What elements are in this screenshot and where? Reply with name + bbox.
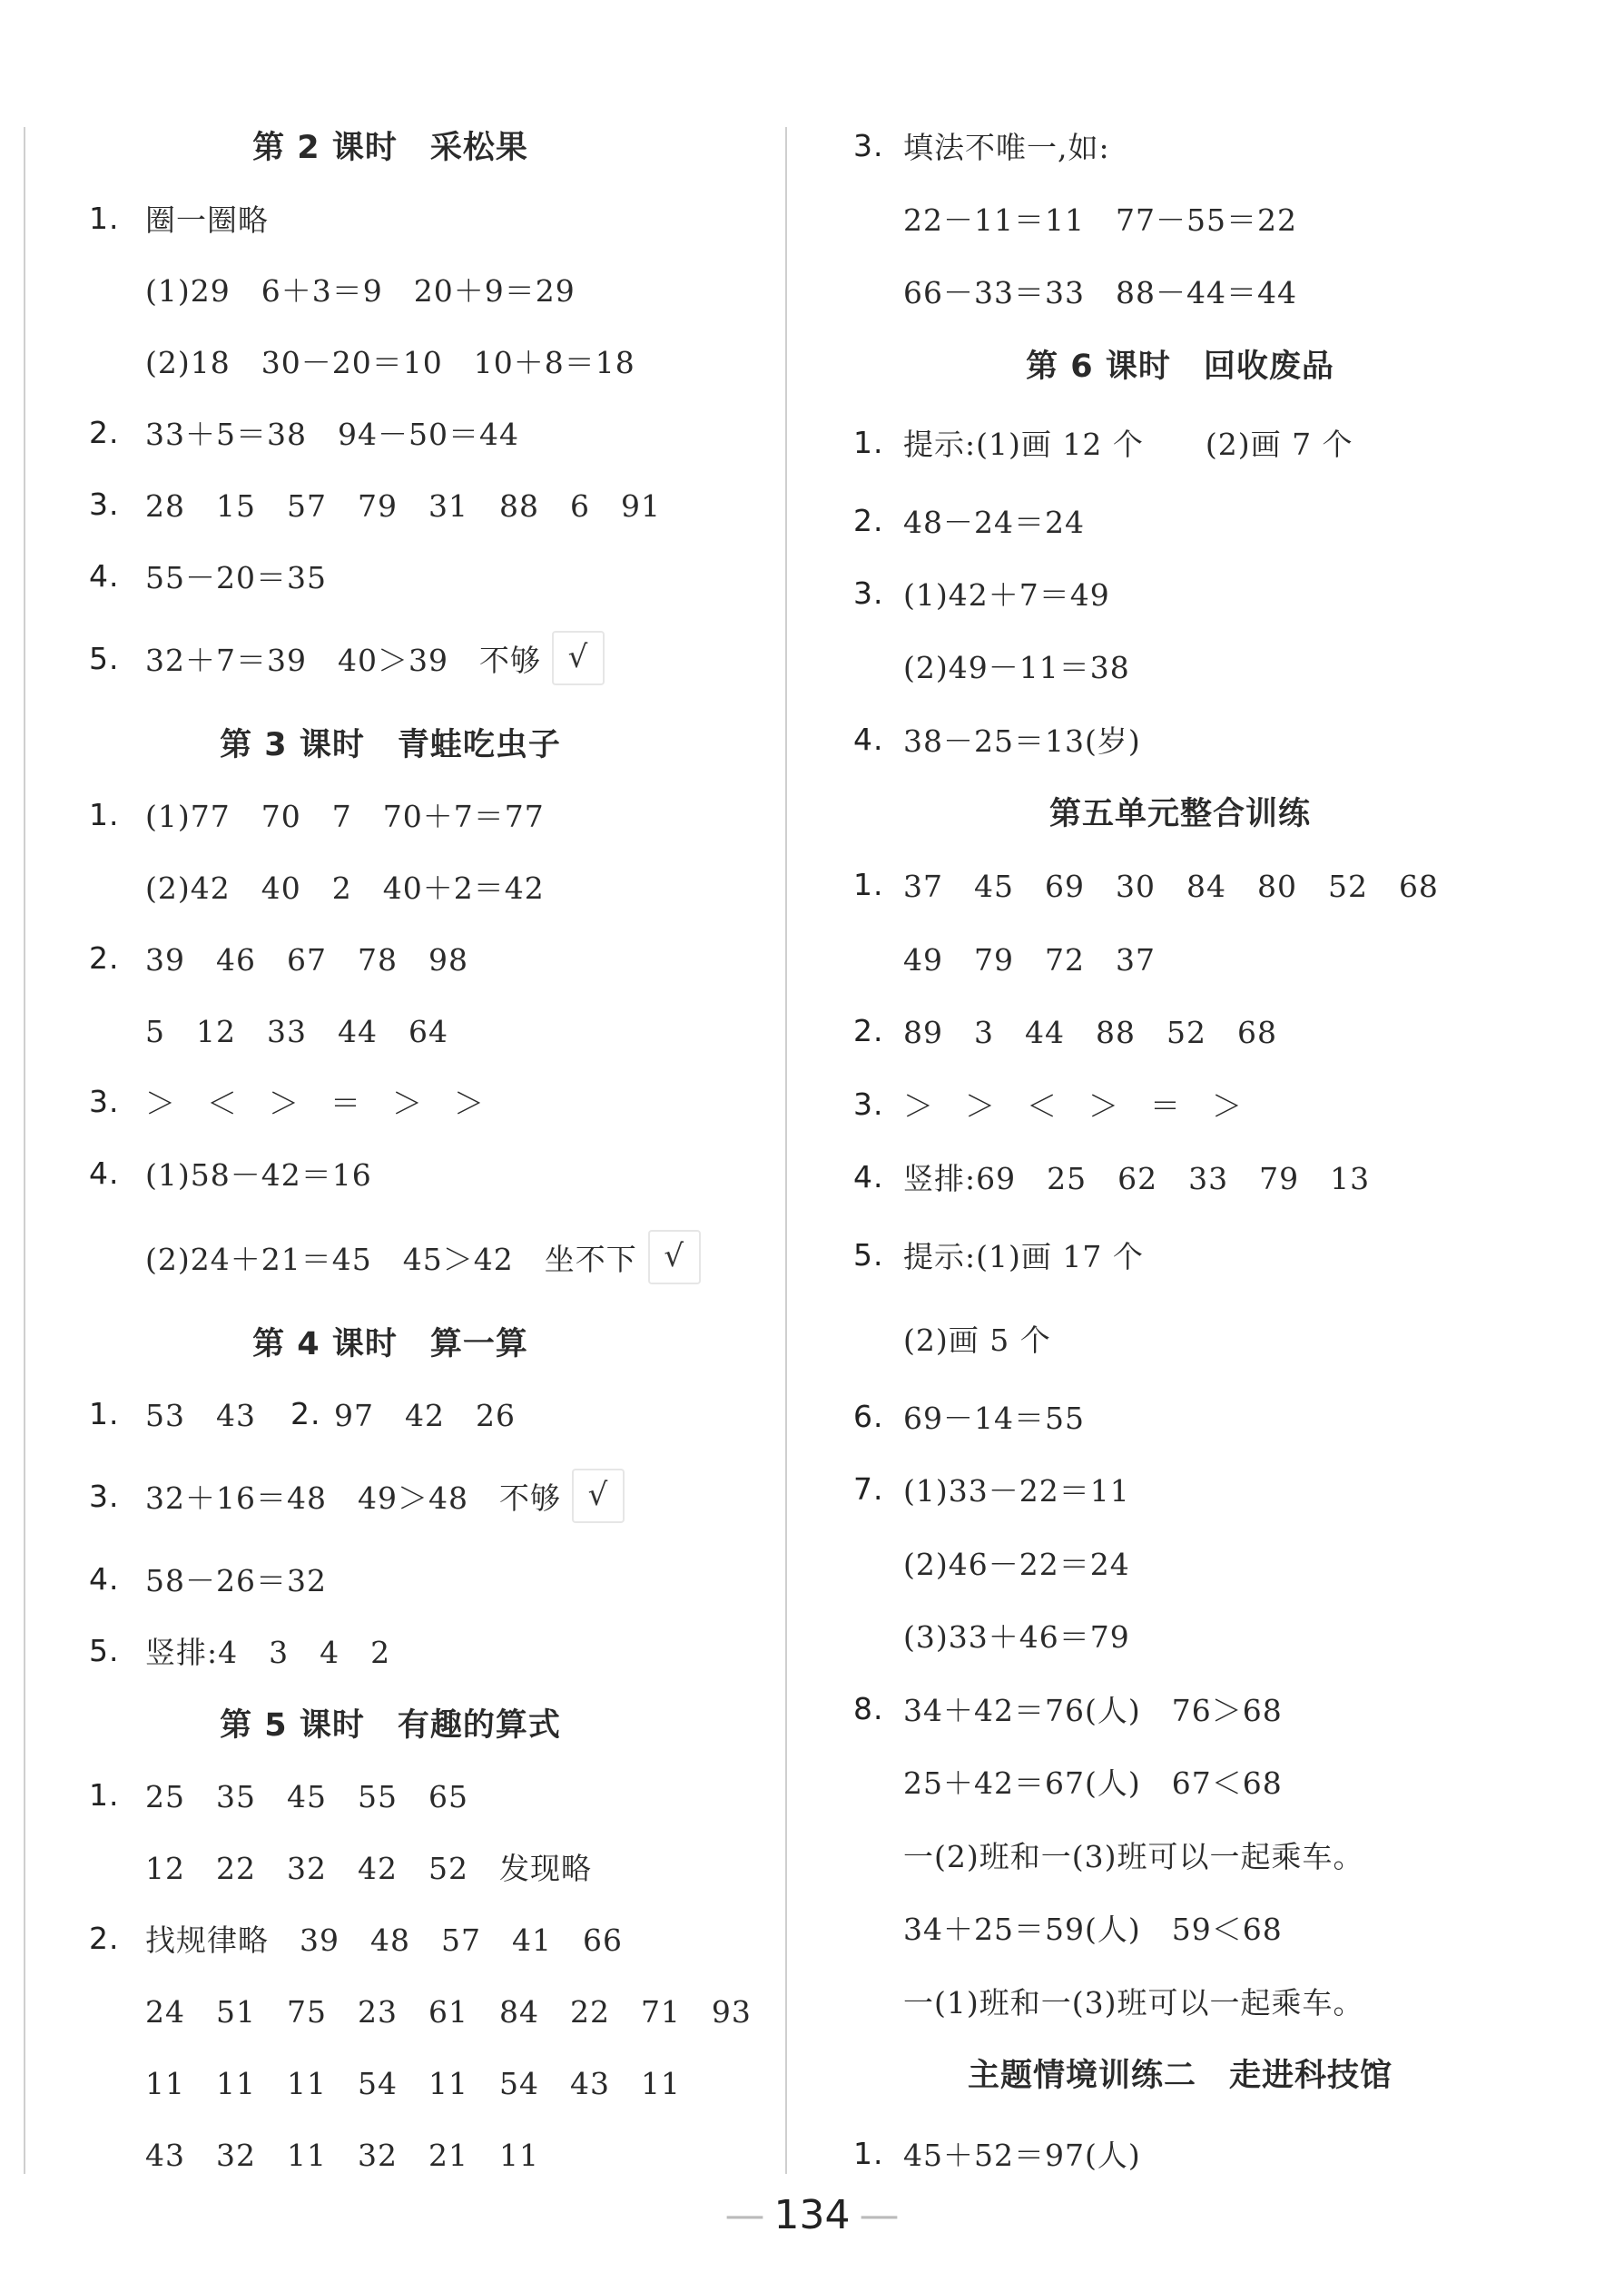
answer-line: 34＋25＝59(人) 59＜68	[903, 1911, 1283, 1947]
answer-text: 32＋7＝39 40＞39 不够	[145, 642, 541, 678]
answer-line: 66－33＝33 88－44＝44	[903, 274, 1297, 310]
check-mark-box: √	[552, 631, 605, 685]
answer-text: (2)24＋21＝45 45＞42 坐不下	[145, 1241, 637, 1277]
item-number: 2.	[89, 414, 120, 450]
answer-line	[145, 1225, 701, 1289]
page-number-dash-right: —	[859, 2192, 900, 2238]
check-mark-box: √	[572, 1469, 625, 1523]
answer-text: 39 46 67 78 98	[145, 941, 468, 978]
item-number: 3.	[853, 127, 884, 163]
answer-line: 43 32 11 32 21 11	[145, 2137, 539, 2173]
answer-text: 38－25＝13(岁)	[903, 723, 1141, 759]
answer-text: 25 35 45 55 65	[145, 1778, 468, 1814]
answer-text: 28 15 57 79 31 88 6 91	[145, 487, 661, 524]
item-number: 1.	[853, 2135, 884, 2171]
answer-text: 32＋16＝48 49＞48 不够	[145, 1480, 561, 1516]
answer-line: (2)画 5 个	[903, 1322, 1051, 1358]
section-heading-lesson-2: 第 2 课时 采松果	[252, 130, 528, 166]
check-mark-box: √	[648, 1230, 701, 1284]
answer-text: 提示:(1)画 12 个 (2)画 7 个	[903, 426, 1353, 462]
answer-text: (1)33－22＝11	[903, 1472, 1130, 1509]
answer-line: 24 51 75 23 61 84 22 71 93	[145, 1993, 752, 2030]
answer-text: 48－24＝24	[903, 504, 1085, 540]
item-number: 1.	[89, 200, 120, 236]
item-number: 2.	[853, 502, 884, 538]
answer-line: (2)18 30－20＝10 10＋8＝18	[145, 344, 635, 380]
answer-text: 69－14＝55	[903, 1400, 1085, 1436]
item-number: 3.	[89, 1083, 120, 1119]
answer-line: 49 79 72 37	[903, 941, 1156, 978]
item-number: 4.	[89, 1155, 120, 1191]
item-number: 1.	[89, 1776, 120, 1813]
answer-text: 竖排:69 25 62 33 79 13	[903, 1160, 1371, 1196]
answer-text: ＞ ＜ ＞ ＝ ＞ ＞	[145, 1085, 485, 1121]
answer-text: 37 45 69 30 84 80 52 68	[903, 868, 1439, 904]
answer-text: 45＋52＝97(人)	[903, 2137, 1141, 2173]
answer-text: 33＋5＝38 94－50＝44	[145, 416, 519, 452]
answer-line: (2)46－22＝24	[903, 1546, 1130, 1582]
answer-line: 5 12 33 44 64	[145, 1013, 448, 1049]
answer-line: 一(1)班和一(3)班可以一起乘车。	[903, 1984, 1364, 2020]
answer-text: 竖排:4 3 4 2	[145, 1634, 391, 1670]
answer-line: (3)33＋46＝79	[903, 1618, 1130, 1655]
item-number: 4.	[853, 721, 884, 757]
section-heading-lesson-6: 第 6 课时 回收废品	[1026, 349, 1334, 385]
left-margin-rule	[24, 127, 25, 2174]
item-number: 1.	[89, 1395, 120, 1431]
item-number: 5.	[853, 1236, 884, 1273]
page-number-value: 134	[773, 2192, 851, 2238]
answer-text: 34＋42＝76(人) 76＞68	[903, 1692, 1283, 1728]
item-number: 2.	[89, 939, 120, 976]
answer-line: 12 22 32 42 52 发现略	[145, 1850, 592, 1886]
section-heading-theme-training-2: 主题情境训练二 走进科技馆	[967, 2058, 1393, 2094]
item-number: 1.	[853, 424, 884, 460]
section-heading-lesson-5: 第 5 课时 有趣的算式	[220, 1707, 561, 1744]
page-number-dash-left: —	[724, 2192, 765, 2238]
section-heading-lesson-4: 第 4 课时 算一算	[252, 1326, 528, 1362]
item-number: 4.	[89, 1560, 120, 1597]
answer-text: 找规律略 39 48 57 41 66	[145, 1922, 623, 1958]
answer-line: 一(2)班和一(3)班可以一起乘车。	[903, 1838, 1364, 1874]
answer-text: 圈一圈略	[145, 202, 269, 238]
answer-text: 89 3 44 88 52 68	[903, 1014, 1277, 1050]
page-number	[0, 2192, 1624, 2238]
item-number: 2.	[290, 1395, 321, 1431]
answer-text: (1)42＋7＝49	[903, 576, 1110, 613]
item-number: 4.	[853, 1158, 884, 1195]
answer-text: 55－20＝35	[145, 559, 327, 595]
answer-text: 97 42 26	[334, 1397, 516, 1433]
answer-line: 25＋42＝67(人) 67＜68	[903, 1765, 1283, 1801]
answer-line: (2)49－11＝38	[903, 649, 1130, 685]
item-number: 4.	[89, 557, 120, 594]
item-number: 7.	[853, 1470, 884, 1507]
answer-text: ＞ ＞ ＜ ＞ ＝ ＞	[903, 1087, 1243, 1124]
item-number: 8.	[853, 1690, 884, 1726]
column-divider	[785, 127, 787, 2174]
item-number: 5.	[89, 640, 120, 676]
answer-text: 58－26＝32	[145, 1562, 327, 1598]
item-number: 3.	[89, 1478, 120, 1514]
item-number: 1.	[853, 866, 884, 902]
item-number: 1.	[89, 796, 120, 832]
item-number: 6.	[853, 1398, 884, 1434]
answer-line: 11 11 11 54 11 54 43 11	[145, 2065, 681, 2101]
answer-line: (2)42 40 2 40＋2＝42	[145, 870, 545, 906]
section-heading-lesson-3: 第 3 课时 青蛙吃虫子	[220, 727, 561, 763]
item-number: 3.	[89, 486, 120, 522]
item-number: 5.	[89, 1632, 120, 1668]
answer-line: 22－11＝11 77－55＝22	[903, 202, 1297, 238]
item-number: 3.	[853, 1086, 884, 1122]
answer-text: 53 43	[145, 1397, 256, 1433]
answer-line: (1)29 6＋3＝9 20＋9＝29	[145, 272, 576, 309]
answer-text: (1)77 70 7 70＋7＝77	[145, 798, 545, 834]
item-number: 2.	[89, 1920, 120, 1956]
section-heading-unit-5-review: 第五单元整合训练	[1048, 796, 1311, 832]
answer-text: (1)58－42＝16	[145, 1156, 372, 1193]
answer-text: 填法不唯一,如:	[903, 129, 1110, 165]
answer-text: 提示:(1)画 17 个	[903, 1238, 1144, 1274]
item-number: 3.	[853, 575, 884, 611]
item-number: 2.	[853, 1012, 884, 1048]
